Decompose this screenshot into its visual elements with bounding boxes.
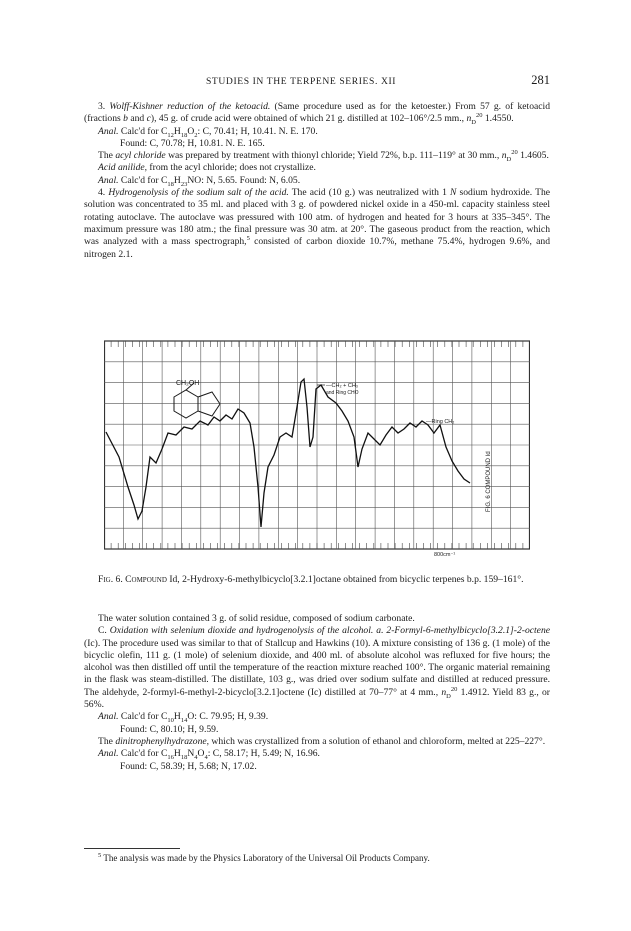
figure-side-label: FIG. 6 COMPOUND Id	[486, 451, 492, 512]
page-number: 281	[531, 73, 550, 87]
page-header	[84, 74, 550, 90]
molecule-structure	[174, 383, 220, 418]
paragraph-oxidation: C. Oxidation with selenium dioxide and hydrogenolysis of the alcohol. a. 2-Formyl-6-methylbicyclo[3.2.1]-2-octene (Ic). The procedure used was similar to that of Stallcup and Hawkins (10). A mixture consisting of 136 g. (1 mole) of the bicyclic olefin, 111 g. (1 mole) of selenium dioxide, and 400 ml. of absolute alcohol was refluxed for five hours; the alcohol was then distilled off until the temperature of the reaction mixture reached 100°. The organic material remaining in the flask was steam-distilled. The distillate, 103 g., was dried over sodium sulfate and distilled at reduced pressure. The aldehyde, 2-formyl-6-methyl-2-bicyclo[3.2.1]octene (Ic) distilled at 70–77° at 4 mm., $n_D^{20}$ 1.4912. Yield 83 g., or 56%.	[84, 625, 551, 711]
analysis-calc-3: Anal. Calc'd for $C_{10}H_{14}O$: C. 79.95; H, 9.39.	[98, 711, 269, 725]
spectrum-svg	[104, 337, 530, 565]
annotation-ring-cho: and Ring CHO	[326, 390, 359, 396]
paragraph-hydrogenolysis: 4. Hydrogenolysis of the sodium salt of the acid. The acid (10 g.) was neutralized with 1 N sodium hydroxide. The solution was concentrated to 35 ml. and placed with 3 g. of powdered nickel oxide in a 450-ml. capacity stainless steel rotating autoclave. The autoclave was pressured with 100 atm. of hydrogen and heated for 3 hours at 335–345°. The maximum pressure was 180 atm.; the final pressure was 30 atm. at 20°. The gaseous product from the reaction, which was analyzed with a mass spectrograph,$^5$ consisted of carbon dioxide 10.7%, methane 75.4%, hydrogen 9.6%, and nitrogen 2.1.	[84, 187, 551, 260]
hexagon-ring	[174, 390, 198, 418]
paragraph-water-solution: The water solution contained 3 g. of solid residue, composed of sodium carbonate.	[98, 613, 415, 624]
paragraph-wolff-kishner: 3. Wolff-Kishner reduction of the ketoacid. (Same procedure used as for the ketoester.) From 57 g. of ketoacid (fractions b and c), 45 g. of crude acid were obtained of which 21 g. distilled at 102–106°/2.5 mm., $n_D^{20}$ 1.4550.	[84, 101, 551, 127]
spectrum-grid	[104, 341, 530, 549]
caption-fig-label: Fig. 6.	[98, 574, 123, 585]
section-oxidation	[84, 613, 550, 773]
structure-label: CH₂OH	[176, 380, 200, 387]
paragraph-acyl-chloride: The acyl chloride was prepared by treatment with thionyl chloride; Yield 72%, b.p. 111–119° at 30 mm., $n_D^{20}$ 1.4605.	[98, 149, 549, 164]
analysis-found-3: Found: C, 80.10; H, 9.59.	[120, 723, 219, 735]
analysis-found-4: Found: C, 58.39; H, 5.68; N, 17.02.	[120, 760, 257, 772]
analysis-calc-4: Anal. Calc'd for $C_{16}H_{18}N_4O_4$: C, 58.17; H, 5.49; N, 16.96.	[98, 748, 320, 762]
running-title: STUDIES IN THE TERPENE SERIES. XII	[206, 76, 397, 87]
figure-caption	[84, 574, 550, 586]
annotation-ch2-ch3: —CH₂ + CH₃	[326, 383, 359, 389]
analysis-calc-1: Anal. Calc'd for $C_{12}H_{18}O_2$: C, 70.41; H, 10.41. N. E. 170.	[98, 125, 318, 139]
paragraph-dinitrophenylhydrazone: The dinitrophenylhydrazone, which was crystallized from a solution of ethanol and chloroform, melted at 225–227°.	[98, 735, 546, 747]
footnote	[84, 852, 550, 864]
ir-spectrum-figure	[104, 337, 530, 565]
analysis-calc-2: Anal. Calc'd for $C_{18}H_{23}NO$: N, 5.65. Found: N, 6.05.	[98, 174, 301, 188]
paragraph-acid-anilide: Acid anilide, from the acyl chloride; does not crystallize.	[98, 162, 316, 174]
footnote-text: The analysis was made by the Physics Laboratory of the Universal Oil Products Company.	[101, 853, 430, 863]
wavenumber-label: 800cm⁻¹	[434, 552, 456, 558]
annotation-ring-ch2: —Ring CH₂	[426, 419, 455, 425]
pentagon-ring	[198, 392, 220, 416]
analysis-found-1: Found: C, 70.78; H, 10.81. N. E. 165.	[120, 137, 265, 149]
footnote-rule	[84, 848, 180, 849]
spectrum-trace	[106, 379, 470, 527]
footnote-mark: 5	[98, 852, 102, 859]
caption-compound: Compound	[125, 574, 167, 585]
caption-text: Id, 2-Hydroxy-6-methylbicyclo[3.2.1]octane obtained from bicyclic terpenes b.p. 159–161°.	[166, 574, 524, 585]
section-wolff-kishner	[84, 101, 550, 261]
